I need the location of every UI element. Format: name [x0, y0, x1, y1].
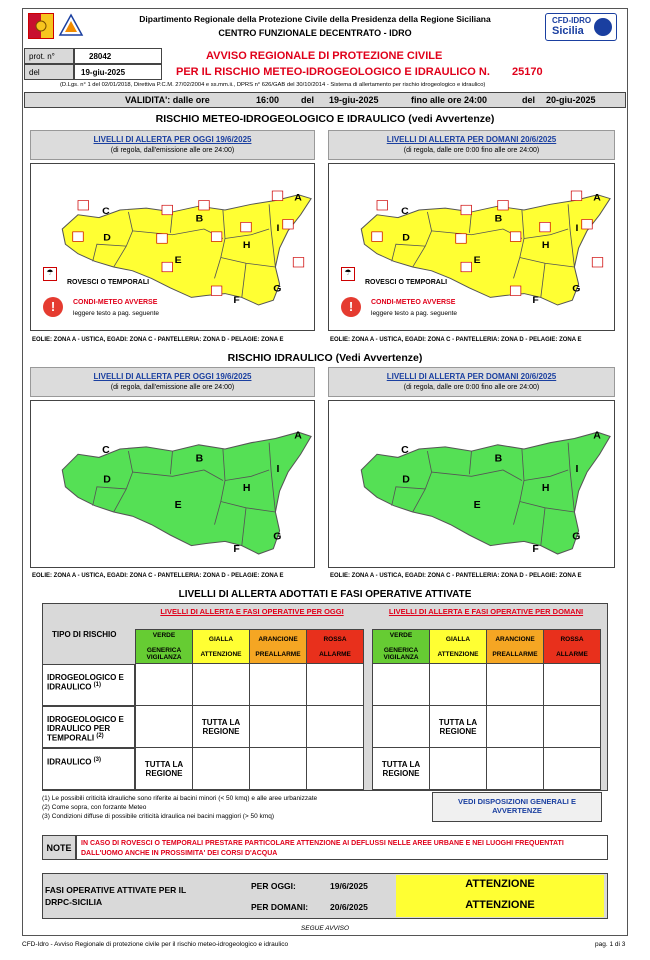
cfd-logo-top: CFD-IDRO: [552, 16, 592, 25]
table-row: [136, 748, 364, 790]
zone-label-b: B: [494, 452, 503, 465]
footnote: (1) Le possibili criticità idrauliche sono riferite ai bacini minori (< 50 kmq) e alle aree urbanizzate: [42, 795, 318, 802]
level-header-verde: [136, 630, 193, 664]
meteo-tomorrow-map: [328, 163, 615, 331]
level-cell: [136, 706, 193, 748]
warning-icon: !: [43, 297, 63, 317]
condi-sub: leggere testo a pag. seguente: [73, 310, 160, 317]
fasi-tomorrow-phase: ATTENZIONE: [465, 899, 535, 911]
cfd-logo-emblem: [594, 18, 612, 36]
level-cell: [544, 664, 601, 706]
table-row: [373, 664, 601, 706]
zone-label-b: B: [494, 213, 503, 225]
level-name: GIALLA: [208, 635, 234, 643]
row-type-label: IDROGEOLOGICO E IDRAULICO PER TEMPORALI $^{(2)}$: [42, 706, 135, 748]
storm-icon: [241, 222, 252, 232]
validity-bar: [24, 92, 626, 108]
zone-label-c: C: [102, 206, 110, 217]
idr-tomorrow-title: LIVELLI DI ALLERTA PER DOMANI 20/6/2025: [386, 372, 557, 381]
zone-label-g: G: [572, 530, 581, 543]
tomorrow-header: LIVELLI DI ALLERTA E FASI OPERATIVE PER DOMANI: [388, 607, 584, 616]
zone-label-e: E: [174, 255, 182, 267]
zone-label-h: H: [242, 482, 251, 494]
validity-to-label: fino alle ore 24:00: [411, 95, 488, 105]
row-type-sup: (3): [93, 757, 102, 763]
idr-today-head: [30, 367, 315, 397]
del-value: 19-giu-2025: [81, 68, 126, 77]
zone-label-d: D: [103, 232, 111, 244]
levels-table-today: [135, 629, 364, 790]
storm-icon: [78, 201, 89, 211]
level-cell: [430, 748, 487, 790]
zone-label-i: I: [276, 223, 280, 234]
row-type-label: IDRAULICO $^{(3)}$: [42, 748, 135, 790]
validity-del2: del: [522, 95, 536, 105]
level-phase: ATTENZIONE: [200, 650, 242, 658]
level-cell: TUTTA LA REGIONE: [373, 748, 430, 790]
level-name: GIALLA: [445, 635, 471, 643]
level-cell: [136, 664, 193, 706]
footer-left: CFD-Idro - Avviso Regionale di protezione civile per il rischio meteo-idrogeologico e idraulico: [22, 941, 289, 948]
level-phase: ATTENZIONE: [437, 650, 479, 658]
storm-icon: [510, 286, 521, 296]
row-labels: [42, 664, 135, 790]
level-cell: [487, 748, 544, 790]
type-header: TIPO DI RISCHIO: [52, 630, 117, 639]
zone-label-a: A: [593, 192, 601, 204]
level-cell: [193, 664, 250, 706]
zone-label-g: G: [273, 284, 282, 295]
levels-table-tomorrow: [372, 629, 601, 790]
level-cell: [430, 664, 487, 706]
level-header-arancione: [250, 630, 307, 664]
zone-label-a: A: [294, 429, 302, 442]
today-header: LIVELLI DI ALLERTA E FASI OPERATIVE PER OGGI: [160, 607, 344, 616]
storm-icon: [199, 201, 209, 211]
meteo-tomorrow-title: LIVELLI DI ALLERTA PER DOMANI 20/6/2025: [386, 135, 557, 144]
level-cell: [487, 664, 544, 706]
avviso-title: AVVISO REGIONALE DI PROTEZIONE CIVILE: [206, 50, 443, 62]
condi-label: CONDI-METEO AVVERSE: [73, 299, 158, 306]
validity-from-hour: 16:00: [256, 95, 280, 105]
row-type-sup: (2): [96, 733, 104, 739]
level-cell: [307, 664, 364, 706]
level-name: ROSSA: [560, 635, 584, 643]
zone-label-e: E: [174, 498, 182, 511]
storm-icon: [162, 262, 173, 272]
level-cell: [373, 664, 430, 706]
level-cell: [487, 706, 544, 748]
level-phase: GENERICA VIGILANZA: [146, 647, 182, 661]
meteo-today-sub: (di regola, dall'emissione alle ore 24:00): [110, 147, 235, 154]
level-header-gialla: [430, 630, 487, 664]
prot-value-box: [74, 48, 162, 64]
zone-label-a: A: [593, 429, 601, 442]
cfd-line: CENTRO FUNZIONALE DECENTRATO - IDRO: [218, 28, 412, 38]
level-cell: TUTTA LA REGIONE: [430, 706, 487, 748]
level-header-gialla: [193, 630, 250, 664]
zone-label-e: E: [473, 255, 481, 267]
idr-tomorrow-sub: (di regola, dalle ore 0:00 fino alle ore 24:00): [403, 384, 540, 391]
validity-from-date: 19-giu-2025: [329, 95, 379, 105]
avviso-number: 25170: [512, 66, 543, 78]
prot-value: 28042: [89, 52, 112, 61]
table-row: [136, 706, 364, 748]
storm-icon: [211, 232, 222, 242]
protezione-civile-logo: [58, 13, 84, 39]
storm-icon: [73, 232, 84, 242]
zone-label-i: I: [575, 223, 579, 234]
fasi-tomorrow-date: 20/6/2025: [330, 902, 368, 912]
fasi-tomorrow-phase-box: [396, 896, 604, 917]
levels-section-title: LIVELLI DI ALLERTA ADOTTATI E FASI OPERATIVE ATTIVATE: [178, 589, 472, 600]
zone-label-i: I: [276, 463, 280, 476]
meteo-tomorrow-sub: (di regola, dalle ore 0:00 fino alle ore 24:00): [403, 147, 540, 154]
level-cell: [193, 748, 250, 790]
storm-icon: [592, 258, 603, 268]
zone-label-f: F: [233, 542, 240, 555]
meteo-today-head: [30, 130, 315, 160]
storm-icon: [461, 262, 472, 272]
dept-line: Dipartimento Regionale della Protezione Civile della Presidenza della Regione Siciliana: [139, 14, 491, 24]
idr-today-sub: (di regola, dall'emissione alle ore 24:00): [110, 384, 235, 391]
meteo-today-map: [30, 163, 315, 331]
level-name: ROSSA: [323, 635, 347, 643]
sicily-logo: [28, 13, 54, 39]
storm-icon: [293, 258, 304, 268]
footnote: (3) Condizioni diffuse di possibile criticità idraulica nei bacini maggiori (> 50 kmq): [42, 813, 275, 820]
zone-label-e: E: [473, 498, 481, 511]
avviso-subtitle: PER IL RISCHIO METEO-IDROGEOLOGICO E IDRAULICO N.: [176, 66, 490, 78]
condi-label: CONDI-METEO AVVERSE: [371, 299, 456, 306]
storm-icon: [571, 191, 582, 201]
row-type-sup: (1): [93, 682, 102, 688]
zone-label-h: H: [242, 240, 251, 251]
zone-label-f: F: [532, 295, 539, 306]
prot-label-box: [24, 48, 74, 64]
rovesci-label: ROVESCI O TEMPORALI: [365, 279, 448, 286]
table-row: [373, 706, 601, 748]
zone-label-i: I: [575, 463, 579, 476]
storm-icon: [498, 201, 509, 211]
level-phase: PREALLARME: [492, 650, 538, 658]
fasi-today-phase: ATTENZIONE: [465, 878, 535, 890]
level-name: ARANCIONE: [258, 635, 298, 643]
validity-to-date: 20-giu-2025: [546, 95, 596, 105]
segue-avviso: SEGUE AVVISO: [300, 925, 350, 932]
storm-icon: [510, 232, 521, 242]
level-cell: TUTTA LA REGIONE: [136, 748, 193, 790]
zone-label-c: C: [401, 206, 409, 217]
fasi-today-date: 19/6/2025: [330, 881, 368, 891]
meteo-today-title: LIVELLI DI ALLERTA PER OGGI 19/6/2025: [93, 135, 252, 144]
meteo-tomorrow-head: [328, 130, 615, 160]
zone-label-h: H: [541, 240, 550, 251]
zone-label-f: F: [532, 542, 539, 555]
cfd-logo: [545, 13, 617, 41]
zone-label-d: D: [103, 473, 111, 486]
del-value-box: [74, 64, 162, 80]
validity-del1: del: [301, 95, 315, 105]
see-disposizioni-button[interactable]: [432, 792, 602, 822]
footnotes: [42, 794, 422, 821]
level-cell: [250, 706, 307, 748]
storm-icon: [461, 205, 472, 215]
storm-icon: [283, 220, 294, 230]
prot-label: prot. n°: [29, 52, 55, 61]
footnote: (2) Come sopra, con forzante Meteo: [42, 804, 147, 811]
validity-label: VALIDITA': dalle ore: [125, 95, 210, 105]
meteo-today-zones: EOLIE: ZONA A - USTICA, EGADI: ZONA C - PANTELLERIA: ZONA D - PELAGIE: ZONA E: [32, 337, 284, 343]
storm-icon: [582, 220, 593, 230]
nota-label-box: [42, 835, 76, 860]
storm-icon: [162, 205, 173, 215]
footer-right: pag. 1 di 3: [595, 941, 626, 948]
storm-icon: [372, 232, 383, 242]
zone-label-c: C: [401, 444, 409, 457]
storm-icon: [377, 201, 388, 211]
idr-today-zones: EOLIE: ZONA A - USTICA, EGADI: ZONA C - PANTELLERIA: ZONA D - PELAGIE: ZONA E: [32, 573, 284, 579]
sicily-map-idraulico-today: [31, 401, 314, 567]
storm-icon: [157, 234, 168, 244]
levels-grid-tomorrow: [372, 629, 601, 790]
del-label-box: [24, 64, 74, 80]
level-name: VERDE: [389, 632, 413, 639]
meteo-tomorrow-zones: EOLIE: ZONA A - USTICA, EGADI: ZONA C - PANTELLERIA: ZONA D - PELAGIE: ZONA E: [330, 337, 582, 343]
see-disposizioni-label: VEDI DISPOSIZIONI GENERALI E AVVERTENZE: [458, 797, 576, 815]
cfd-logo-bottom: Sicilia: [552, 25, 584, 37]
zone-label-h: H: [541, 482, 550, 494]
level-cell: TUTTA LA REGIONE: [193, 706, 250, 748]
level-name: ARANCIONE: [495, 635, 535, 643]
zone-label-b: B: [195, 213, 204, 225]
zone-label-d: D: [402, 473, 410, 486]
level-name: VERDE: [152, 632, 176, 639]
level-cell: [307, 706, 364, 748]
fasi-today-label: PER OGGI:: [251, 881, 296, 891]
level-cell: [250, 748, 307, 790]
nota-text-box: [76, 835, 608, 860]
level-cell: [544, 748, 601, 790]
row-type-label: IDROGEOLOGICO E IDRAULICO $^{(1)}$: [42, 664, 135, 706]
storm-icon: [540, 222, 551, 232]
table-row: [136, 664, 364, 706]
fasi-today-phase-box: [396, 875, 604, 896]
level-phase: ALLARME: [319, 650, 351, 658]
rovesci-icon: ☂: [43, 267, 57, 281]
level-header-rossa: [544, 630, 601, 664]
level-header-arancione: [487, 630, 544, 664]
zone-label-c: C: [102, 444, 110, 457]
table-row: [373, 748, 601, 790]
del-label: del: [29, 68, 40, 77]
rovesci-label: ROVESCI O TEMPORALI: [67, 279, 150, 286]
nota-text: IN CASO DI ROVESCI O TEMPORALI PRESTARE PARTICOLARE ATTENZIONE AI DEFLUSSI NELLE AREE URBANE E NEI LUOGHI FREQUENTATI DALL'UOMO ANCHE IN PROSSIMITA' DEI CORSI D'ACQUA: [81, 840, 564, 857]
levels-grid-today: [135, 629, 364, 790]
idr-tomorrow-map: [328, 400, 615, 568]
fasi-tomorrow-label: PER DOMANI:: [251, 902, 309, 912]
legal-line: (D.Lgs. n° 1 del 02/01/2018, Direttiva P.C.M. 27/02/2004 e ss.mm.ii., DPRS n° 626/GAB del 30/10/2014 - Sistema di allertamento per rischio idrogeologico e idraulico): [60, 82, 486, 88]
level-phase: ALLARME: [556, 650, 588, 658]
level-cell: [373, 706, 430, 748]
level-cell: [544, 706, 601, 748]
level-cell: [307, 748, 364, 790]
level-cell: [250, 664, 307, 706]
zone-label-f: F: [233, 295, 240, 306]
storm-icon: [211, 286, 222, 296]
idr-today-map: [30, 400, 315, 568]
zone-label-d: D: [402, 232, 410, 244]
storm-icon: [456, 234, 467, 244]
warning-icon: !: [341, 297, 361, 317]
level-header-rossa: [307, 630, 364, 664]
level-phase: GENERICA VIGILANZA: [383, 647, 419, 661]
condi-sub: leggere testo a pag. seguente: [371, 310, 458, 317]
idraulico-section-title: RISCHIO IDRAULICO (Vedi Avvertenze): [227, 352, 423, 364]
storm-icon: [272, 191, 283, 201]
nota-label: NOTE: [46, 843, 72, 853]
level-phase: PREALLARME: [255, 650, 301, 658]
zone-label-b: B: [195, 452, 204, 465]
idr-tomorrow-zones: EOLIE: ZONA A - USTICA, EGADI: ZONA C - PANTELLERIA: ZONA D - PELAGIE: ZONA E: [330, 573, 582, 579]
idr-tomorrow-head: [328, 367, 615, 397]
zone-label-g: G: [572, 284, 581, 295]
idr-today-title: LIVELLI DI ALLERTA PER OGGI 19/6/2025: [93, 372, 252, 381]
level-header-verde: [373, 630, 430, 664]
fasi-label: FASI OPERATIVE ATTIVATE PER IL DRPC-SICILIA: [45, 885, 187, 907]
zone-label-a: A: [294, 192, 302, 204]
sicily-map-idraulico-tomorrow: [329, 401, 614, 567]
rovesci-icon: ☂: [341, 267, 355, 281]
zone-label-g: G: [273, 530, 282, 543]
meteo-section-title: RISCHIO METEO-IDROGEOLOGICO E IDRAULICO (vedi Avvertenze): [155, 113, 495, 125]
